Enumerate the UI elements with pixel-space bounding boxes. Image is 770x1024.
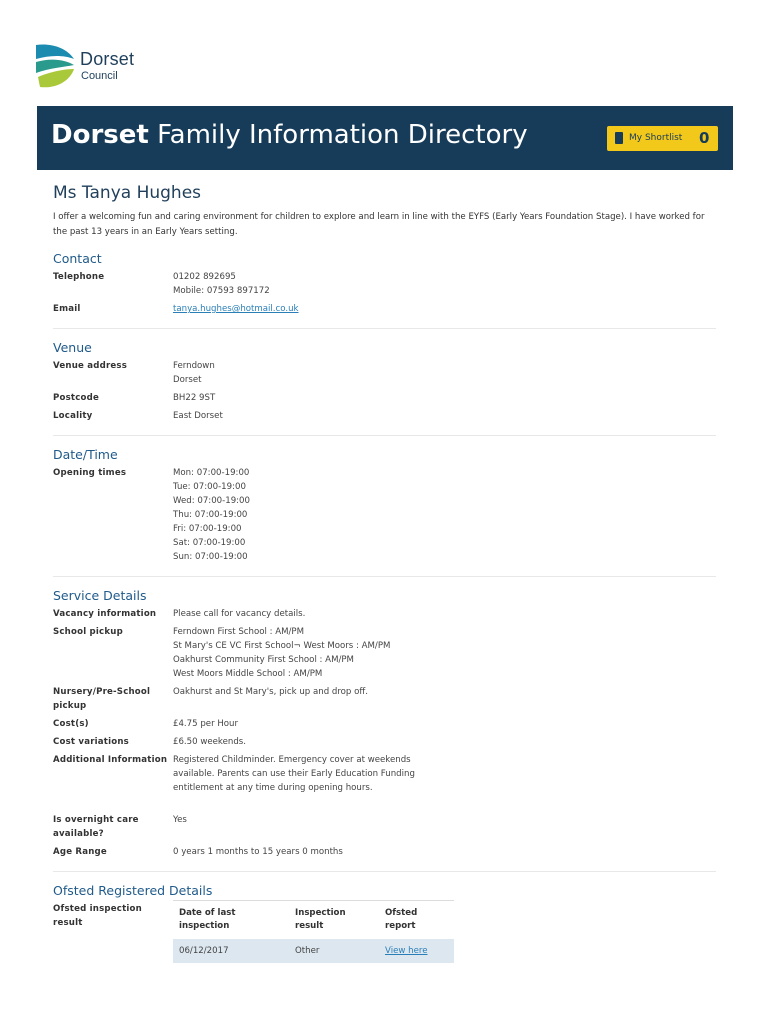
opening-time: Thu: 07:00-19:00 (173, 510, 248, 520)
ofsted-heading: Ofsted Registered Details (53, 883, 213, 898)
school-pickup-item: St Mary's CE VC First School¬ West Moors : AM/PM (173, 641, 391, 651)
vacancy-row (53, 607, 716, 621)
email-label: Email (53, 304, 81, 314)
locality-label: Locality (53, 411, 93, 421)
additional-info-label: Additional Information (53, 755, 168, 765)
shortlist-icon (615, 132, 623, 144)
age-range-value: 0 years 1 months to 15 years 0 months (173, 847, 343, 857)
logo-word-council: Council (81, 70, 118, 82)
column-header: Ofsted report (379, 901, 454, 940)
postcode-label: Postcode (53, 393, 100, 403)
datetime-heading: Date/Time (53, 447, 118, 462)
service-details-heading: Service Details (53, 588, 147, 603)
venue-address-row (53, 359, 716, 387)
additional-info-row (53, 753, 716, 795)
site-title[interactable] (51, 120, 528, 150)
email-row (53, 302, 716, 316)
ofsted-report-cell (379, 939, 454, 963)
venue-address-value (173, 359, 716, 387)
ofsted-table-wrap (173, 902, 716, 963)
logo-icon (36, 43, 76, 89)
inspection-date-cell: 06/12/2017 (173, 939, 289, 963)
age-range-label: Age Range (53, 847, 107, 857)
site-title-bold: Dorset (51, 120, 149, 150)
column-header: Inspection result (289, 901, 379, 940)
telephone-row (53, 270, 716, 298)
school-pickup-item: West Moors Middle School : AM/PM (173, 669, 323, 679)
logo-word-dorset: Dorset (80, 49, 135, 69)
cost-variations-value: £6.50 weekends. (173, 737, 247, 747)
postcode-row (53, 391, 716, 405)
opening-times-row (53, 466, 716, 564)
school-pickup-item: Oakhurst Community First School : AM/PM (173, 655, 354, 665)
telephone-label: Telephone (53, 272, 105, 282)
shortlist-label: My Shortlist (629, 133, 683, 143)
venue-address-line: Dorset (173, 375, 202, 385)
venue-section (53, 339, 716, 436)
inspection-result-cell: Other (289, 939, 379, 963)
venue-heading: Venue (53, 340, 92, 355)
opening-time: Sun: 07:00-19:00 (173, 552, 248, 562)
contact-heading: Contact (53, 251, 102, 266)
ofsted-table (173, 900, 454, 963)
school-pickup-label: School pickup (53, 627, 123, 637)
site-title-rest: Family Information Directory (148, 120, 528, 150)
overnight-care-label: Is overnight care available? (53, 815, 139, 839)
cost-label: Cost(s) (53, 719, 89, 729)
cost-variations-label: Cost variations (53, 737, 130, 747)
ofsted-table-header (173, 901, 454, 940)
locality-value: East Dorset (173, 411, 223, 421)
my-shortlist-button[interactable] (607, 126, 718, 151)
nursery-pickup-value: Oakhurst and St Mary's, pick up and drop off. (173, 687, 369, 697)
ofsted-result-row (53, 902, 716, 963)
opening-time: Fri: 07:00-19:00 (173, 524, 242, 534)
column-header: Date of last inspection (173, 901, 289, 940)
contact-section (53, 250, 716, 329)
datetime-section (53, 446, 716, 577)
age-range-row (53, 845, 716, 859)
opening-time: Sat: 07:00-19:00 (173, 538, 246, 548)
vacancy-label: Vacancy information (53, 609, 157, 619)
ofsted-result-label: Ofsted inspection result (53, 904, 142, 928)
overnight-care-row (53, 813, 716, 841)
locality-row (53, 409, 716, 423)
nursery-pickup-label: Nursery/Pre-School pickup (53, 687, 151, 711)
opening-times-label: Opening times (53, 468, 127, 478)
cost-row (53, 717, 716, 731)
service-details-section (53, 587, 716, 872)
ofsted-section (53, 882, 716, 975)
cost-variations-row (53, 735, 716, 749)
venue-address-label: Venue address (53, 361, 128, 371)
opening-time: Mon: 07:00-19:00 (173, 468, 250, 478)
telephone-value (173, 270, 716, 298)
dorset-council-logo[interactable] (36, 43, 176, 93)
shortlist-count: 0 (699, 129, 710, 147)
vacancy-value: Please call for vacancy details. (173, 609, 306, 619)
school-pickup-row (53, 625, 716, 681)
overnight-care-value: Yes (173, 815, 187, 825)
cost-value: £4.75 per Hour (173, 719, 239, 729)
nursery-pickup-row (53, 685, 716, 713)
email-link[interactable]: tanya.hughes@hotmail.co.uk (173, 304, 299, 314)
postcode-value: BH22 9ST (173, 393, 216, 403)
provider-details (53, 180, 716, 975)
provider-intro: I offer a welcoming fun and caring environment for children to explore and learn in line with the EYFS (Early Years Foundation Stage). I have worked for the past 13 years in an Early Years setting. (53, 212, 705, 237)
opening-time: Wed: 07:00-19:00 (173, 496, 250, 506)
additional-info-value: Registered Childminder. Emergency cover at weekends available. Parents can use their Early Education Funding entitlement at any time during opening hours. (173, 755, 415, 793)
school-pickup-list (173, 625, 716, 681)
venue-address-line: Ferndown (173, 361, 215, 371)
telephone-number: 01202 892695 (173, 272, 236, 282)
view-report-link[interactable]: View here (385, 946, 428, 956)
table-row (173, 939, 454, 963)
opening-times-list (173, 466, 716, 564)
opening-time: Tue: 07:00-19:00 (173, 482, 246, 492)
provider-name: Ms Tanya Hughes (53, 183, 202, 203)
mobile-number: Mobile: 07593 897172 (173, 286, 270, 296)
site-banner (37, 106, 733, 170)
school-pickup-item: Ferndown First School : AM/PM (173, 627, 304, 637)
